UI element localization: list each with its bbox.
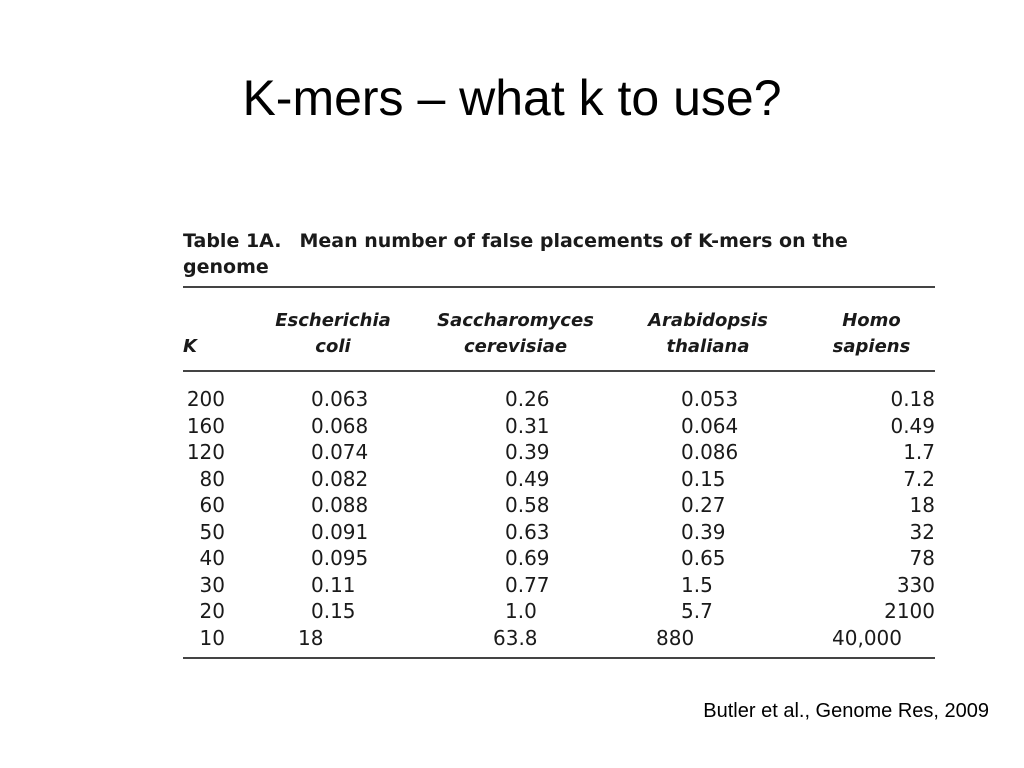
cell-arabidopsis-thaliana: 0.39 [681,519,726,544]
cell-homo-sapiens: 0.18 [890,387,935,411]
cell-k: 20 [199,599,225,623]
cell-escherichia-coli: 0.088 [311,493,369,517]
cell-saccharomyces-cerevisiae: 0.49 [505,466,550,491]
cell-escherichia-coli: 18 [298,625,324,650]
cell-arabidopsis-thaliana: 0.65 [681,546,726,570]
cell-arabidopsis-thaliana: 1.5 [681,572,713,597]
column-header-k: K [183,336,197,357]
table-row [183,598,935,625]
cell-saccharomyces-cerevisiae: 0.31 [505,413,550,438]
cell-k: 30 [199,572,225,597]
table-row [183,519,935,546]
cell-arabidopsis-thaliana: 0.086 [681,440,739,464]
cell-escherichia-coli: 0.082 [311,466,369,491]
table-caption-text: Mean number of false placements of K-mers on the genome [183,230,848,278]
cell-escherichia-coli: 0.15 [311,599,356,623]
table-row [183,466,935,493]
table-row [183,413,935,440]
cell-saccharomyces-cerevisiae: 0.58 [505,493,550,517]
table-row [183,625,935,652]
table-bottom-rule [183,657,935,659]
slide-title: K-mers – what k to use? [242,70,782,126]
cell-k: 200 [186,387,225,411]
column-header-arabidopsis-thaliana: Arabidopsis thaliana [648,310,768,357]
cell-k: 50 [199,519,225,544]
table-label: Table 1A. [183,230,282,252]
cell-escherichia-coli: 0.11 [311,572,356,597]
table-row [183,386,935,413]
cell-arabidopsis-thaliana: 0.064 [681,413,739,438]
cell-saccharomyces-cerevisiae: 0.77 [505,572,550,597]
cell-homo-sapiens: 40,000 [832,625,902,650]
cell-arabidopsis-thaliana: 0.15 [681,466,726,491]
table-row [183,439,935,466]
cell-homo-sapiens: 0.49 [890,413,935,438]
cell-homo-sapiens: 18 [909,493,935,517]
cell-arabidopsis-thaliana: 0.27 [681,493,726,517]
table-header [183,288,935,360]
cell-escherichia-coli: 0.068 [311,413,369,438]
table-row [183,572,935,599]
table-caption [183,228,935,280]
cell-k: 40 [199,546,225,570]
column-header-escherichia-coli: Escherichia coli [275,310,391,357]
cell-homo-sapiens: 78 [909,546,935,570]
cell-escherichia-coli: 0.063 [311,387,369,411]
cell-k: 10 [199,625,225,650]
cell-arabidopsis-thaliana: 0.053 [681,387,739,411]
cell-k: 60 [199,493,225,517]
cell-homo-sapiens: 2100 [884,599,935,623]
cell-k: 80 [199,466,225,491]
table-row [183,545,935,572]
cell-escherichia-coli: 0.091 [311,519,369,544]
cell-arabidopsis-thaliana: 880 [656,625,695,650]
column-header-saccharomyces-cerevisiae: Saccharomyces cerevisiae [437,310,594,357]
column-header-homo-sapiens: Homo sapiens [832,310,911,357]
cell-saccharomyces-cerevisiae: 0.26 [505,387,550,411]
data-table [183,228,935,659]
cell-escherichia-coli: 0.095 [311,546,369,570]
cell-k: 160 [186,413,225,438]
cell-saccharomyces-cerevisiae: 0.69 [505,546,550,570]
cell-saccharomyces-cerevisiae: 0.39 [505,440,550,464]
citation: Butler et al., Genome Res, 2009 [703,700,989,722]
table-body [183,372,935,651]
cell-homo-sapiens: 32 [909,519,935,544]
cell-saccharomyces-cerevisiae: 1.0 [505,599,537,623]
cell-homo-sapiens: 330 [896,572,935,597]
table-row [183,492,935,519]
cell-homo-sapiens: 1.7 [903,440,935,464]
cell-homo-sapiens: 7.2 [903,466,935,491]
cell-saccharomyces-cerevisiae: 63.8 [493,625,538,650]
cell-saccharomyces-cerevisiae: 0.63 [505,519,550,544]
cell-escherichia-coli: 0.074 [311,440,369,464]
cell-arabidopsis-thaliana: 5.7 [681,599,713,623]
cell-k: 120 [186,440,225,464]
